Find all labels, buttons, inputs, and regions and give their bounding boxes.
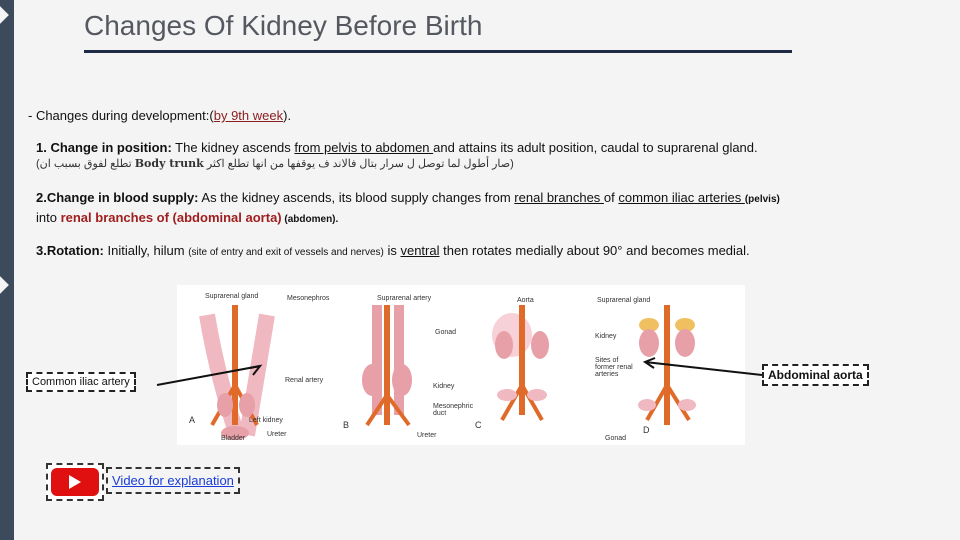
point-blood-supply <box>36 189 936 229</box>
label-ureter-2: Ureter <box>417 432 437 439</box>
point1-underline: from pelvis to abdomen <box>294 140 434 155</box>
point2-text1: As the kidney ascends, its blood supply changes from <box>198 190 515 205</box>
label-aorta: Aorta <box>517 297 534 304</box>
slide-title: Changes Of Kidney Before Birth <box>84 10 483 41</box>
video-explanation-link[interactable]: Video for explanation <box>106 467 240 494</box>
point3-text3: then rotates medially about 90° and becomes medial. <box>439 243 750 258</box>
label-mesonephric-duct: Mesonephric duct <box>433 403 474 417</box>
youtube-button[interactable] <box>46 463 104 501</box>
callout-common-iliac: Common iliac artery <box>26 372 136 392</box>
point3-underline: ventral <box>400 243 440 258</box>
label-renal-artery: Renal artery <box>285 377 324 384</box>
panel-c-illustration <box>492 305 549 420</box>
label-kidney-2: Kidney <box>433 383 455 390</box>
point3-paren: (site of entry and exit of vessels and nerves) <box>188 247 384 258</box>
kidney-development-figure <box>177 285 745 445</box>
label-panel-c: C <box>475 420 482 430</box>
label-panel-d: D <box>643 425 650 435</box>
label-suprarenal-artery: Suprarenal artery <box>377 295 432 302</box>
point3-text1: Initially, hilum <box>103 243 189 258</box>
label-suprarenal-gland: Suprarenal gland <box>205 293 259 300</box>
intro-highlight: by 9th week <box>213 108 284 123</box>
arabic-post: صار أطول لما توصل ل سرار بتال فالاند ف يوقفها من انها تطلع اكثر) <box>206 158 514 170</box>
label-left-kidney: Left kidney <box>249 417 283 424</box>
point2-underline2: common iliac arteries <box>618 190 745 205</box>
point1-text1: The kidney ascends <box>171 140 295 155</box>
point2-note2: (abdomen). <box>281 214 339 225</box>
panel-b-illustration <box>362 305 412 425</box>
point3-text2: is <box>383 243 401 258</box>
title-underline <box>84 50 792 53</box>
label-gonad: Gonad <box>435 329 457 336</box>
callout-abdominal-aorta: Abdominal aorta <box>762 364 869 386</box>
label-gonad-2: Gonad <box>605 435 627 442</box>
left-decorative-bar <box>0 0 14 540</box>
intro-line <box>28 108 291 123</box>
arabic-bold: Body trunk <box>134 157 204 170</box>
point1-label: 1. Change in position: <box>36 140 172 155</box>
point2-underline1: renal branches <box>514 190 604 205</box>
label-suprarenal-gland-2: Suprarenal gland <box>597 297 651 304</box>
label-panel-a: A <box>189 415 196 425</box>
label-bladder: Bladder <box>221 435 246 442</box>
point1-text2: and attains its adult position, caudal to suprarenal gland. <box>433 140 758 155</box>
label-ureter: Ureter <box>267 431 287 438</box>
youtube-play-icon <box>51 468 99 496</box>
point2-label: 2.Change in blood supply: <box>36 190 199 205</box>
point2-red: renal branches of (abdominal aorta) <box>60 210 282 225</box>
intro-prefix: - Changes during development:( <box>28 108 214 123</box>
point2-text2: of <box>603 190 619 205</box>
point-position <box>36 140 936 155</box>
point3-label: 3.Rotation: <box>36 243 104 258</box>
label-mesonephros: Mesonephros <box>287 295 330 302</box>
point-rotation <box>36 243 936 258</box>
arabic-pre: (تطلع لفوق بسبب ان <box>36 158 132 170</box>
label-kidney: Kidney <box>595 333 617 340</box>
label-sites-renal-arteries: Sites of former renal arteries <box>595 357 633 378</box>
arabic-note <box>36 157 514 170</box>
intro-suffix: ). <box>283 108 292 123</box>
point2-text3: into <box>36 210 61 225</box>
label-panel-b: B <box>343 420 350 430</box>
panel-d-illustration <box>638 305 696 425</box>
point2-note1: (pelvis) <box>744 194 780 205</box>
